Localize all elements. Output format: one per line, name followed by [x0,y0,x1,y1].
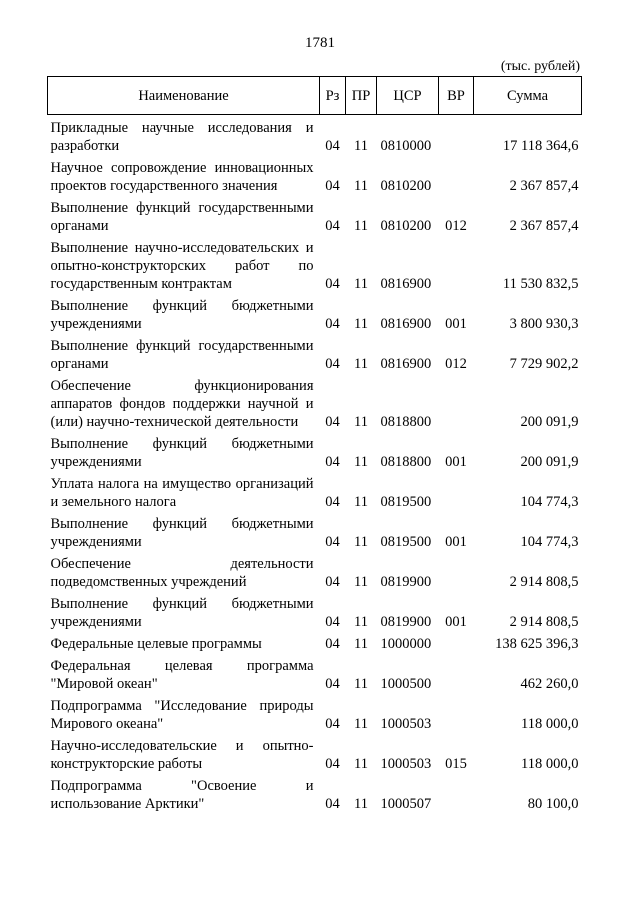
table-header-row [48,77,582,115]
cell-vr: 001 [445,316,467,332]
cell-name: Федеральная целевая программа "Мировой океан" [50,658,314,692]
cell-name: Уплата налога на имущество организаций и земельного налога [50,476,314,510]
cell-vr: 001 [445,534,467,550]
table-row [48,115,582,160]
cell-csr: 1000503 [380,756,432,772]
cell-pr: 11 [354,796,368,812]
cell-pr: 11 [354,316,368,332]
cell-name: Научное сопровождение инновационных проектов государственного значения [50,160,314,194]
cell-name: Федеральные целевые программы [50,636,262,652]
cell-vr [439,697,474,737]
cell-csr: 0810200 [380,218,432,234]
table-row [48,199,582,239]
cell-rz: 04 [325,796,340,812]
table-row [48,595,582,635]
cell-vr [439,239,474,297]
cell-csr: 0816900 [380,356,432,372]
cell-name: Прикладные научные исследования и разработки [50,120,314,154]
cell-sum: 104 774,3 [520,534,579,550]
cell-pr: 11 [354,178,368,194]
table-row [48,297,582,337]
header-name: Наименование [48,77,320,115]
cell-csr: 0819500 [380,494,432,510]
cell-rz: 04 [325,356,340,372]
cell-pr: 11 [354,574,368,590]
cell-csr: 0819500 [380,534,432,550]
cell-pr: 11 [354,414,368,430]
cell-sum: 2 914 808,5 [509,574,579,590]
cell-csr: 1000000 [380,636,432,652]
cell-sum: 138 625 396,3 [495,636,579,652]
header-vr: ВР [439,77,474,115]
cell-sum: 17 118 364,6 [502,138,579,154]
cell-rz: 04 [325,316,340,332]
cell-csr: 1000507 [380,796,432,812]
cell-vr [439,555,474,595]
cell-rz: 04 [325,574,340,590]
cell-name: Обеспечение функционирования аппаратов фондов поддержки научной и (или) научно-технической деятельности [50,378,314,430]
cell-sum: 2 367 857,4 [509,218,579,234]
cell-vr: 012 [445,218,467,234]
cell-rz: 04 [325,636,340,652]
cell-rz: 04 [325,138,340,154]
cell-csr: 0816900 [380,276,432,292]
cell-csr: 0810200 [380,178,432,194]
cell-rz: 04 [325,494,340,510]
cell-vr [439,475,474,515]
cell-sum: 200 091,9 [520,414,579,430]
header-pr: ПР [346,77,377,115]
table-row [48,377,582,435]
cell-name: Выполнение функций бюджетными учреждениями [50,298,314,332]
cell-csr: 0818800 [380,454,432,470]
cell-rz: 04 [325,276,340,292]
table-row [48,737,582,777]
cell-sum: 200 091,9 [520,454,579,470]
cell-csr: 1000503 [380,716,432,732]
cell-pr: 11 [354,454,368,470]
cell-sum: 2 914 808,5 [509,614,579,630]
cell-name: Подпрограмма "Освоение и использование Арктики" [50,778,314,812]
table-row [48,159,582,199]
cell-pr: 11 [354,716,368,732]
table-row [48,777,582,817]
table-row [48,435,582,475]
cell-rz: 04 [325,614,340,630]
header-csr: ЦСР [377,77,439,115]
cell-rz: 04 [325,178,340,194]
cell-vr: 012 [445,356,467,372]
cell-name: Выполнение научно-исследовательских и опытно-конструкторских работ по государственным контрактам [50,240,314,292]
cell-vr [439,159,474,199]
cell-csr: 0819900 [380,574,432,590]
cell-sum: 2 367 857,4 [509,178,579,194]
cell-pr: 11 [354,614,368,630]
cell-vr [439,657,474,697]
cell-pr: 11 [354,676,368,692]
units-note: (тыс. рублей) [500,59,580,74]
cell-name: Обеспечение деятельности подведомственных учреждений [50,556,314,590]
cell-pr: 11 [354,138,368,154]
cell-name: Выполнение функций государственными органами [50,338,314,372]
cell-name: Научно-исследовательские и опытно-конструкторские работы [50,738,314,772]
table-row [48,475,582,515]
cell-name: Выполнение функций бюджетными учреждениями [50,516,314,550]
cell-vr: 015 [445,756,467,772]
cell-csr: 0816900 [380,316,432,332]
cell-sum: 11 530 832,5 [502,276,579,292]
cell-vr: 001 [445,614,467,630]
cell-vr [439,377,474,435]
cell-rz: 04 [325,676,340,692]
cell-pr: 11 [354,356,368,372]
budget-table [47,76,582,817]
cell-rz: 04 [325,414,340,430]
cell-csr: 0818800 [380,414,432,430]
cell-vr: 001 [445,454,467,470]
cell-vr [439,777,474,817]
cell-vr [439,635,474,657]
cell-sum: 3 800 930,3 [509,316,579,332]
header-rz: Рз [320,77,346,115]
cell-rz: 04 [325,756,340,772]
table-row [48,239,582,297]
cell-csr: 0819900 [380,614,432,630]
table-row [48,635,582,657]
cell-rz: 04 [325,218,340,234]
table-row [48,337,582,377]
cell-csr: 0810000 [380,138,432,154]
cell-sum: 118 000,0 [521,716,579,732]
header-sum: Сумма [474,77,582,115]
cell-sum: 7 729 902,2 [509,356,579,372]
page-number: 1781 [305,35,335,51]
cell-name: Подпрограмма "Исследование природы Мирового океана" [50,698,314,732]
cell-sum: 104 774,3 [520,494,579,510]
cell-rz: 04 [325,716,340,732]
cell-vr [439,115,474,160]
cell-pr: 11 [354,494,368,510]
cell-sum: 118 000,0 [521,756,579,772]
cell-sum: 80 100,0 [527,796,579,812]
cell-pr: 11 [354,636,368,652]
cell-csr: 1000500 [380,676,432,692]
cell-sum: 462 260,0 [520,676,579,692]
cell-pr: 11 [354,534,368,550]
cell-rz: 04 [325,454,340,470]
cell-pr: 11 [354,756,368,772]
table-row [48,697,582,737]
table-row [48,657,582,697]
table-row [48,555,582,595]
cell-name: Выполнение функций бюджетными учреждениями [50,596,314,630]
cell-name: Выполнение функций государственными органами [50,200,314,234]
cell-rz: 04 [325,534,340,550]
cell-pr: 11 [354,218,368,234]
cell-name: Выполнение функций бюджетными учреждениями [50,436,314,470]
table-row [48,515,582,555]
cell-pr: 11 [354,276,368,292]
